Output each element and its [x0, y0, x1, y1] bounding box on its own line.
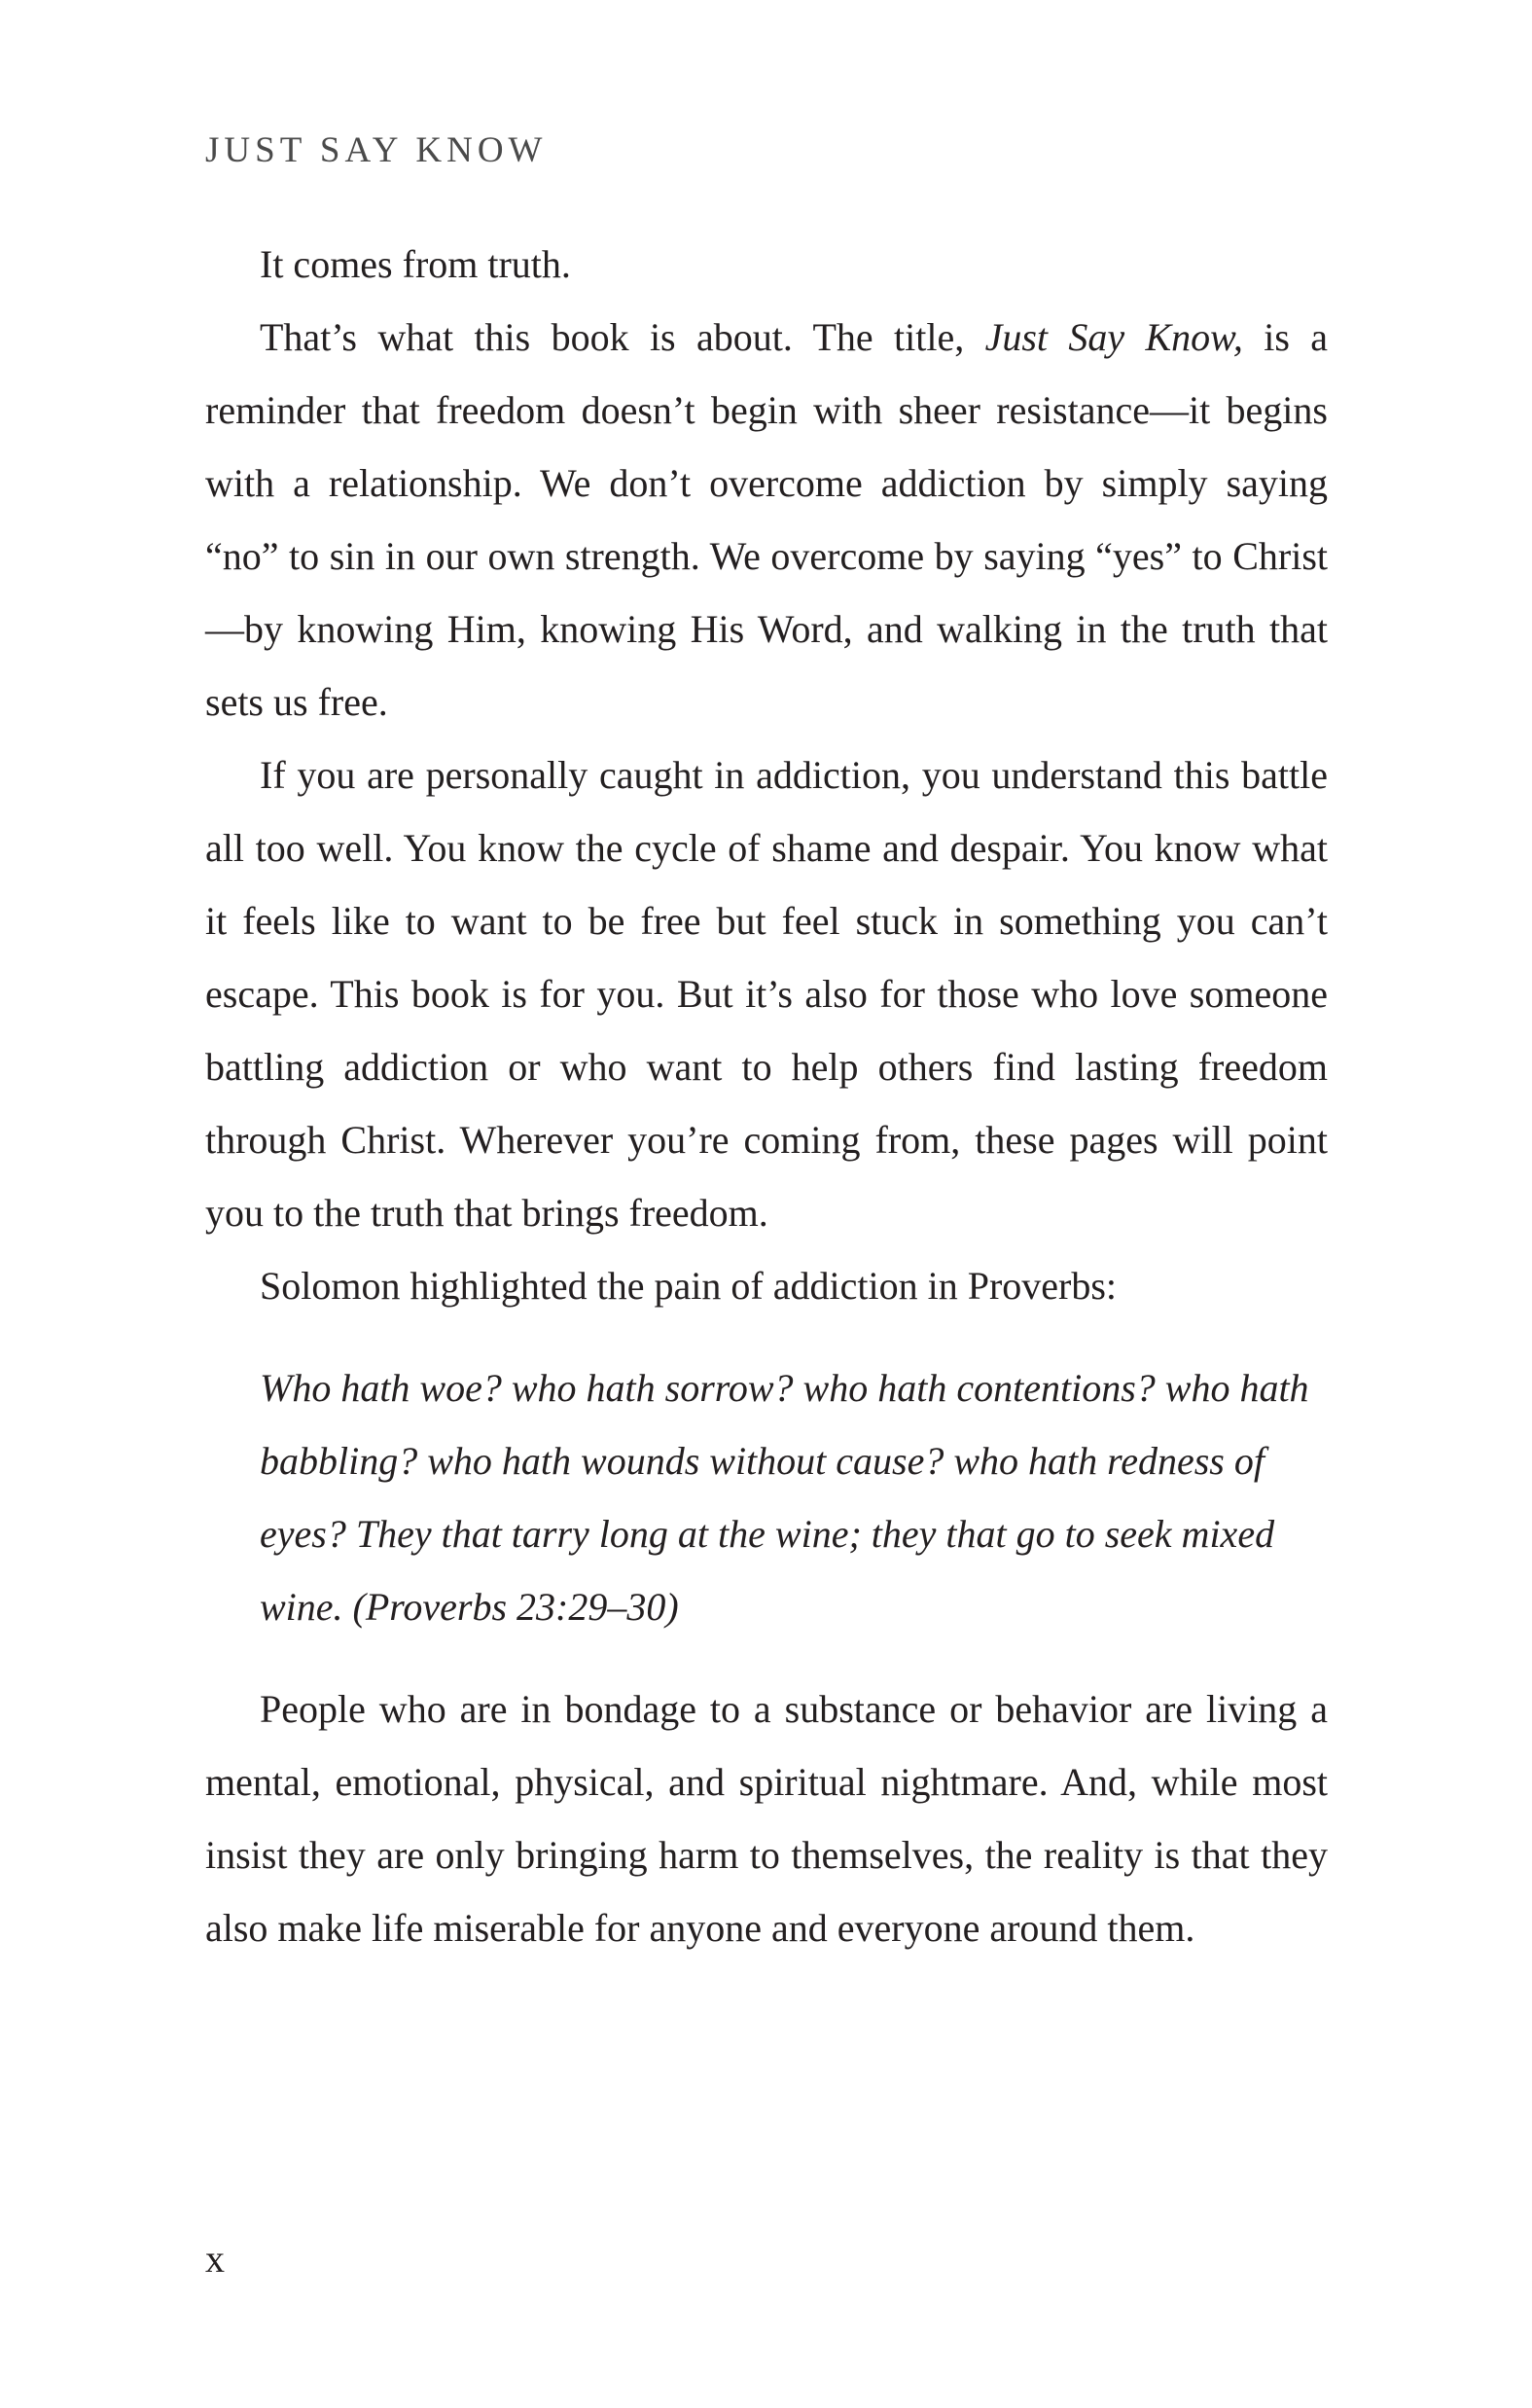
- paragraph-3: If you are personally caught in addiction, you understand this battle all too well. You know the cycle of shame and despair. You know what it feels like to want to be free but feel stuck in something you can’t escape. This book is for you. But it’s also for those who love someone battling addiction or who want to help others find lasting freedom through Christ. Wherever you’re coming from, these pages will point you to the truth that brings freedom.: [205, 753, 1328, 1235]
- page-number: x: [205, 2237, 225, 2281]
- book-title: Just Say Know,: [984, 315, 1243, 359]
- paragraph-4: Solomon highlighted the pain of addiction in Proverbs:: [260, 1264, 1118, 1308]
- paragraph-1: It comes from truth.: [260, 242, 571, 286]
- paragraph-5: People who are in bondage to a substance or behavior are living a mental, emotional, physical, and spiritual nightmare. And, while most insist they are only bringing harm to themselves, the reality is that they also make life miserable for anyone and everyone around them.: [205, 1687, 1328, 1950]
- paragraph-2: [205, 301, 1328, 738]
- scripture-quote: Who hath woe? who hath sorrow? who hath contentions? who hath babbling? who hath wounds without cause? who hath redness of eyes? They that tarry long at the wine; they that go to seek mixed wine. (Proverbs 23:29–30): [260, 1366, 1309, 1629]
- paragraph-2-rest: is a reminder that freedom doesn’t begin with sheer resistance—it begins with a relationship. We don’t overcome addiction by simply saying “no” to sin in our own strength. We overcome by saying “yes” to Christ—by knowing Him, knowing His Word, and walking in the truth that sets us free.: [205, 315, 1329, 724]
- paragraph-2-intro: That’s what this book is about. The title,: [260, 315, 985, 359]
- running-head: JUST SAY KNOW: [205, 130, 548, 170]
- body-text: [205, 228, 1328, 1964]
